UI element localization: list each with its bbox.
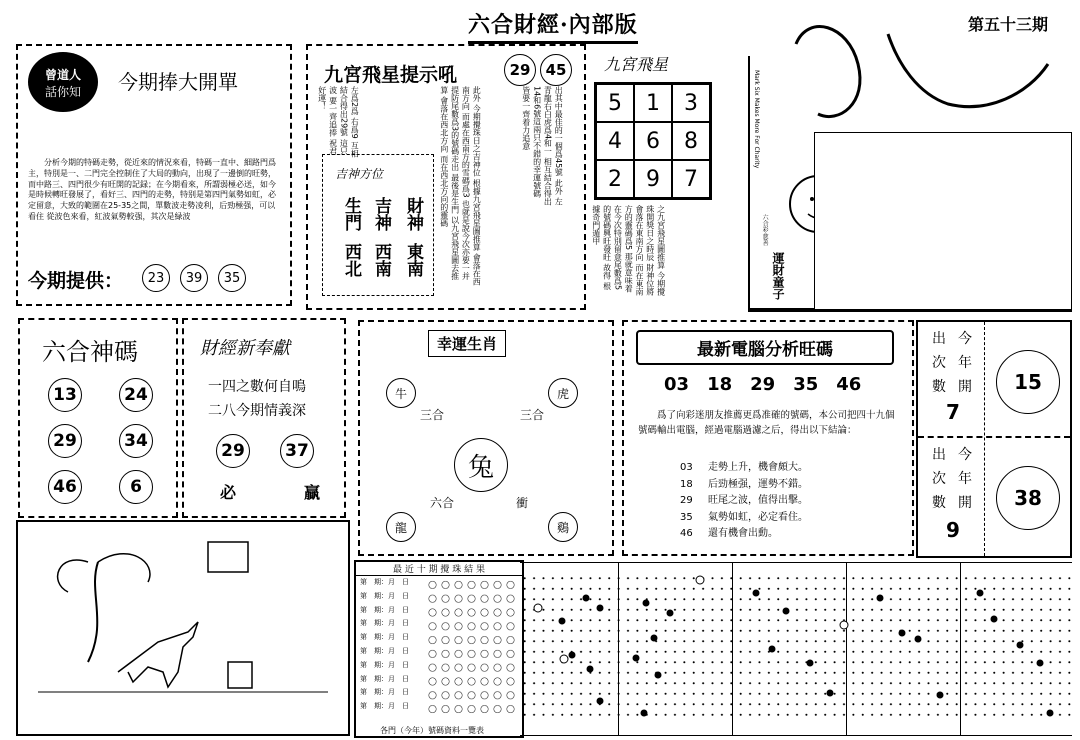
cartoon-panel	[748, 4, 1072, 312]
analysis-item: 46 還有機會出動。	[680, 528, 778, 539]
cikai-number: 38	[996, 466, 1060, 530]
shenma-number: 34	[119, 424, 153, 458]
god-name: 財神	[403, 197, 423, 231]
zodiac-box	[358, 320, 614, 556]
cikai-chars: 出 今 次 年 數 開	[932, 331, 972, 395]
caijing-number: 37	[280, 434, 314, 468]
god-dir: 西南	[371, 243, 391, 277]
caijing-char: 必	[220, 483, 237, 502]
zodiac-label: 三合	[520, 408, 545, 422]
provide-numbers	[142, 264, 246, 292]
god-direction-box	[322, 154, 434, 296]
provide-number: 35	[218, 264, 246, 292]
zodiac-item: 虎	[548, 378, 578, 408]
analysis-item: 18 后勁極强，運勢不錯。	[680, 478, 808, 490]
results-row: 第 期：月 日	[360, 605, 409, 614]
zodiac-label: 三合	[420, 408, 445, 422]
analysis-number: 29	[750, 374, 776, 395]
results-table	[354, 560, 524, 738]
caijing-line: 二八今期情義深	[208, 403, 306, 419]
grid-cell: 3	[672, 84, 710, 122]
results-row: 第 期：月 日	[360, 660, 409, 669]
shenma-number: 46	[48, 470, 82, 504]
dot-marks	[520, 563, 1072, 735]
grid-cell: 4	[596, 122, 634, 160]
dot-chart	[520, 562, 1072, 736]
shenma-numbers	[48, 378, 160, 504]
badge-top: 曾道人	[44, 68, 81, 82]
box2-title: 九宮飛星提示吼	[324, 64, 458, 86]
analysis-item: 03 走勢上升，機會頗大。	[680, 462, 808, 473]
analysis-number: 35	[793, 374, 819, 395]
box2-text-1: 左爲2爲 右爲9 互相結合得出29號 這只波 要一齊追捧 祝君好運！	[317, 86, 360, 158]
speech-bubble	[28, 52, 98, 112]
grid-cell: 9	[634, 160, 672, 198]
jiugong-tips-box	[306, 44, 586, 310]
zodiac-item: 龍	[386, 512, 416, 542]
cikai-divider	[984, 322, 985, 556]
provide-number: 39	[180, 264, 208, 292]
grid-board	[594, 82, 712, 200]
forecast-box	[16, 44, 292, 306]
provide-number: 23	[142, 264, 170, 292]
header-title: 六合財經·內部版	[468, 8, 638, 44]
caijing-box	[182, 318, 346, 518]
shenma-box	[18, 318, 178, 518]
box1-title: 今期捧大開單	[118, 70, 238, 94]
analysis-item: 35 氣勢如虹，必定看住。	[680, 511, 808, 523]
results-title: 最 近 十 期 攪 珠 結 果	[356, 562, 522, 576]
cikai-digit: 7	[946, 400, 960, 424]
shenma-number: 24	[119, 378, 153, 412]
results-row: 第 期：月 日	[360, 578, 409, 586]
analysis-list	[680, 460, 808, 543]
caijing-line: 一四之數何自鳴	[208, 379, 306, 395]
results-rows	[360, 576, 409, 714]
zodiac-label: 衝	[516, 496, 529, 510]
shenma-title: 六合神碼	[42, 338, 138, 366]
results-row: 第 期：月 日	[360, 619, 409, 628]
box2-text-2: 此外 今期攪珠日之吉神位 根據九宮飛星圖推算 會落在西南方向 而處在西南方的雪碼爲3 也就是說今次亦要一并提防尾數爲3的號碼走出 最後是生門 以九宮飛星圖去推算 會落在西北方向 而在西北方向的靈碼	[439, 86, 482, 286]
issue-number: 第五十三期	[968, 15, 1049, 34]
grid-cell: 5	[596, 84, 634, 122]
god-dir: 東南	[403, 243, 423, 277]
results-row: 第 期：月 日	[360, 702, 409, 711]
analysis-number: 18	[707, 374, 733, 395]
analysis-box	[622, 320, 914, 556]
analysis-intro: 爲了向彩迷朋友推薦更爲准確的號碼，本公司把四十九個號碼輸出電腦，經過電腦過濾之后，得出以下結論：	[638, 410, 895, 437]
zodiac-item: 牛	[386, 378, 416, 408]
shenma-number: 13	[48, 378, 82, 412]
results-row: 第 期：月 日	[360, 591, 409, 600]
shenma-number: 29	[48, 424, 82, 458]
results-row: 第 期：月 日	[360, 646, 409, 655]
caijing-number: 29	[216, 434, 250, 468]
cartoon-label: 運財童子	[771, 252, 785, 300]
results-row: 第 期：月 日	[360, 688, 409, 697]
cikai-number: 15	[996, 350, 1060, 414]
grid-text: 之九宮飛星圖推算 今期攪珠開獎日之時辰 財神位將會落在東南方向 而在東南方的靈碼爲5 那就意味着在今次特別留意尾數爲5的號碼興旺發旺 故得 根據奇門遁甲	[591, 205, 666, 296]
analysis-number: 46	[836, 374, 862, 395]
illustration-box	[16, 520, 350, 736]
caijing-title: 財經新奉獻	[200, 338, 290, 359]
god-title: 吉神方位	[335, 167, 384, 181]
box2-text-3: 出其中最佳的一個爲45號 此外 左青龍右白虎爲4和一 相互結合得出14和6號這兩只不錯的幸運號碼 皆要一齊着力追意	[521, 86, 564, 206]
zodiac-label: 六合	[430, 496, 455, 510]
grid-cell: 7	[672, 160, 710, 198]
grid-title: 九宮飛星	[604, 55, 669, 74]
grid-cell: 8	[672, 122, 710, 160]
dog-tree-illustration	[18, 522, 348, 734]
results-circles	[426, 578, 516, 716]
cikai-digit: 9	[946, 518, 960, 542]
box2-circle-number: 45	[540, 54, 572, 86]
grid-cell: 1	[634, 84, 672, 122]
cartoon-side-text-2: 六合彩·慈善	[761, 214, 769, 246]
grid-cell: 6	[634, 122, 672, 160]
provide-label: 今期提供：	[28, 270, 124, 292]
shenma-number: 6	[119, 470, 153, 504]
analysis-item: 29 旺尾之波，值得出擊。	[680, 495, 808, 506]
cikai-divider	[918, 436, 1070, 438]
zodiac-center: 兔	[454, 438, 508, 492]
grid-cell: 2	[596, 160, 634, 198]
cartoon-side-text: Mark Six Makes More For Charity	[753, 70, 761, 169]
analysis-title: 最新電腦分析旺碼	[636, 330, 894, 365]
cartoon-whitespace	[814, 132, 1072, 310]
cikai-chars: 出 今 次 年 數 開	[932, 447, 972, 511]
results-footer: 各門（今年）號碼資料一覽表	[380, 726, 484, 735]
god-name: 生門	[341, 197, 361, 231]
analysis-number: 03	[664, 374, 690, 395]
jiugong-grid-panel	[588, 52, 732, 202]
cikai-box	[916, 320, 1072, 558]
god-dir: 西北	[341, 243, 361, 277]
zodiac-item: 鷄	[548, 512, 578, 542]
results-row: 第 期：月 日	[360, 633, 409, 642]
caijing-char: 贏	[304, 483, 321, 502]
zodiac-title: 幸運生肖	[428, 330, 506, 357]
god-name: 吉神	[371, 197, 391, 231]
box2-circle-number: 29	[504, 54, 536, 86]
results-row: 第 期：月 日	[360, 674, 409, 683]
badge-bottom: 話你知	[44, 85, 81, 99]
box1-body: 分析今期的特碼走勢，從近來的情況來看，特碼一直中、細路門爲主，特別是一、二門完全控制住了大局的動向，出現了一邊倒的旺勢，而中路三、四門很少有旺開的記録；在今期看來，所謂弱極必送，如今是時候轉旺發展了，看好三、四門的走勢，特别是第四門氣勢如虹，必定留意，大致的範圍在25-35之間，單數波走勢凌利，后勁極强，可以看住 從波色來看，紅波氣勢較强，其次是緑波	[28, 158, 276, 221]
analysis-numbers	[664, 374, 861, 395]
